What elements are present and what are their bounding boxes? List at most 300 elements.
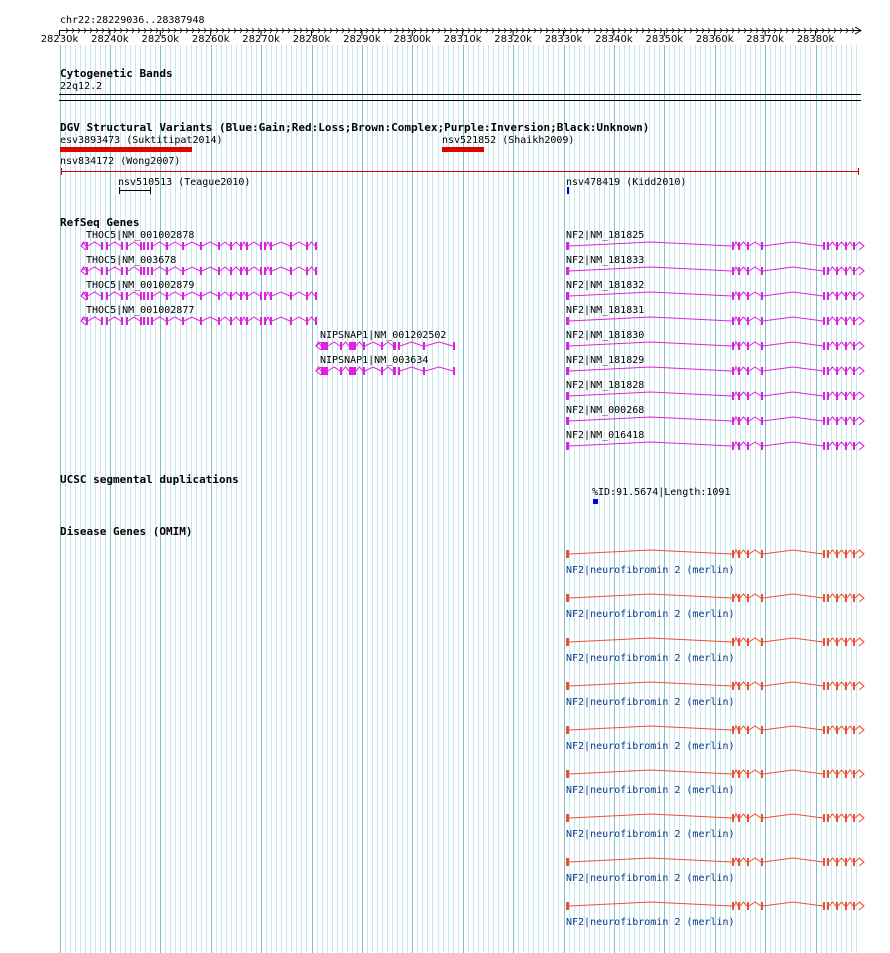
gene-exon xyxy=(732,902,734,910)
gene-exon xyxy=(836,417,838,425)
omim-gene-label[interactable]: NF2|neurofibromin 2 (merlin) xyxy=(566,741,735,752)
ruler-tick-label: 28350k xyxy=(645,34,684,45)
omim-title: Disease Genes (OMIM) xyxy=(60,525,193,538)
gene-exon xyxy=(240,292,242,300)
omim-gene-label[interactable]: NF2|neurofibromin 2 (merlin) xyxy=(566,829,735,840)
gene-exon xyxy=(290,267,292,275)
gene-intron xyxy=(569,682,864,686)
gene-exon xyxy=(453,342,455,350)
gene-exon xyxy=(738,342,740,350)
gene-exon xyxy=(836,342,838,350)
gene-exon xyxy=(853,726,855,734)
gene-intron xyxy=(569,267,864,271)
gene-exon xyxy=(147,292,149,300)
gene-exon xyxy=(732,367,734,375)
gene-exon xyxy=(853,594,855,602)
gene-exon xyxy=(747,726,749,734)
omim-gene-label[interactable]: NF2|neurofibromin 2 (merlin) xyxy=(566,785,735,796)
dgv-variant-label[interactable]: nsv478419 (Kidd2010) xyxy=(566,177,687,188)
gene-exon xyxy=(823,770,825,778)
gene-exon xyxy=(827,594,829,602)
gene-exon xyxy=(845,442,847,450)
gene-exon xyxy=(853,550,855,558)
gene-exon xyxy=(264,242,266,250)
gene-exon xyxy=(761,770,763,778)
gene-exon xyxy=(836,638,838,646)
omim-gene-label[interactable]: NF2|neurofibromin 2 (merlin) xyxy=(566,653,735,664)
gene-exon xyxy=(182,292,184,300)
gene-exon xyxy=(836,292,838,300)
gene-exon xyxy=(340,342,342,350)
gene-exon xyxy=(126,292,128,300)
gene-exon xyxy=(738,682,740,690)
gene-exon xyxy=(827,770,829,778)
gene-exon xyxy=(151,267,153,275)
gene-exon xyxy=(853,638,855,646)
gene-exon xyxy=(143,317,145,325)
gene-exon xyxy=(823,242,825,250)
gene-exon xyxy=(853,342,855,350)
ruler-tick-label: 28240k xyxy=(91,34,129,45)
gene-exon xyxy=(761,814,763,822)
gene-exon xyxy=(823,292,825,300)
gene-exon xyxy=(823,267,825,275)
gene-exon xyxy=(566,367,569,375)
gene-exon xyxy=(738,292,740,300)
gene-exon xyxy=(566,858,569,866)
gene-exon xyxy=(321,367,328,375)
gene-exon xyxy=(732,858,734,866)
gene-exon xyxy=(86,267,88,275)
gene-exon xyxy=(566,317,569,325)
gene-exon xyxy=(853,417,855,425)
ruler-tick-label: 28340k xyxy=(595,34,633,45)
gene-strand-arrow xyxy=(316,342,321,350)
gene-exon xyxy=(349,367,356,375)
gene-exon xyxy=(747,858,749,866)
dgv-variant-bar xyxy=(60,147,192,152)
gene-exon xyxy=(761,442,763,450)
refseq-gene-label[interactable]: NF2|NM_000268 xyxy=(566,405,645,416)
gene-exon xyxy=(845,638,847,646)
gene-exon xyxy=(306,317,308,325)
gene-exon xyxy=(306,267,308,275)
region-label: chr22:28229036..28387948 xyxy=(60,15,205,26)
gene-exon xyxy=(845,814,847,822)
gene-intron xyxy=(569,392,864,396)
gene-exon xyxy=(827,417,829,425)
gene-exon xyxy=(140,292,142,300)
gene-exon xyxy=(151,292,153,300)
gene-exon xyxy=(836,726,838,734)
gene-exon xyxy=(827,292,829,300)
gene-exon xyxy=(566,550,569,558)
gene-exon xyxy=(738,858,740,866)
gene-exon xyxy=(761,902,763,910)
gene-exon xyxy=(827,317,829,325)
gene-exon xyxy=(106,317,108,325)
segdup-track xyxy=(593,499,598,504)
gene-exon xyxy=(761,342,763,350)
gene-exon xyxy=(827,242,829,250)
gene-exon xyxy=(823,638,825,646)
gene-exon xyxy=(246,317,248,325)
gene-exon xyxy=(836,442,838,450)
gene-exon xyxy=(566,814,569,822)
refseq-gene-label[interactable]: NF2|NM_181825 xyxy=(566,230,645,241)
gene-exon xyxy=(732,342,734,350)
gene-exon xyxy=(853,770,855,778)
gene-exon xyxy=(182,267,184,275)
gene-exon xyxy=(761,292,763,300)
gene-exon xyxy=(747,267,749,275)
gene-exon xyxy=(121,242,123,250)
refseq-gene-label[interactable]: THOC5|NM_001002879 xyxy=(86,280,195,291)
gene-exon xyxy=(747,292,749,300)
gene-exon xyxy=(182,317,184,325)
dgv-variant-label[interactable]: nsv510513 (Teague2010) xyxy=(118,177,251,188)
gene-exon xyxy=(453,367,455,375)
refseq-gene-label[interactable]: NF2|NM_016418 xyxy=(566,430,645,441)
gene-intron xyxy=(569,726,864,730)
gene-exon xyxy=(230,292,232,300)
gene-exon xyxy=(823,367,825,375)
refseq-gene-label[interactable]: NIPSNAP1|NM_003634 xyxy=(320,355,429,366)
ruler-tick-label: 28360k xyxy=(695,34,734,45)
dgv-variant-bar xyxy=(442,147,484,152)
gene-exon xyxy=(823,682,825,690)
gene-exon xyxy=(264,317,266,325)
gene-exon xyxy=(761,858,763,866)
gene-exon xyxy=(363,342,365,350)
gene-exon xyxy=(732,242,734,250)
gene-exon xyxy=(853,267,855,275)
gene-exon xyxy=(738,594,740,602)
segdup-title: UCSC segmental duplications xyxy=(60,473,239,486)
gene-exon xyxy=(845,342,847,350)
segdup-label[interactable]: %ID:91.5674|Length:1091 xyxy=(592,487,731,498)
gene-exon xyxy=(143,292,145,300)
gene-exon xyxy=(853,292,855,300)
gene-exon xyxy=(340,367,342,375)
gene-exon xyxy=(166,242,168,250)
gene-exon xyxy=(823,814,825,822)
gene-intron xyxy=(569,902,864,906)
gene-exon xyxy=(200,242,202,250)
gene-exon xyxy=(126,242,128,250)
refseq-gene-label[interactable]: THOC5|NM_003678 xyxy=(86,255,177,266)
gene-exon xyxy=(732,594,734,602)
gene-exon xyxy=(845,417,847,425)
omim-gene-label[interactable]: NF2|neurofibromin 2 (merlin) xyxy=(566,609,735,620)
gene-intron xyxy=(569,770,864,774)
gene-exon xyxy=(321,342,328,350)
gene-exon xyxy=(823,317,825,325)
gene-exon xyxy=(566,594,569,602)
gene-exon xyxy=(315,317,317,325)
gene-exon xyxy=(853,392,855,400)
gene-exon xyxy=(836,814,838,822)
gene-exon xyxy=(732,682,734,690)
gene-exon xyxy=(845,902,847,910)
gene-exon xyxy=(738,242,740,250)
ruler-tick-label: 28310k xyxy=(443,34,482,45)
gene-exon xyxy=(836,858,838,866)
dgv-variant-label[interactable]: esv3893473 (Suktitipat2014) xyxy=(60,135,223,146)
gene-exon xyxy=(827,638,829,646)
gene-exon xyxy=(738,442,740,450)
gene-exon xyxy=(761,726,763,734)
gene-exon xyxy=(827,902,829,910)
gene-exon xyxy=(246,242,248,250)
gene-exon xyxy=(747,638,749,646)
ruler-tick-label: 28250k xyxy=(141,34,180,45)
gene-exon xyxy=(845,682,847,690)
ruler-tick-label: 28370k xyxy=(746,34,784,45)
refseq-gene-label[interactable]: NF2|NM_181831 xyxy=(566,305,645,316)
dgv-variant-bar xyxy=(567,187,569,194)
gene-exon xyxy=(761,638,763,646)
gene-exon xyxy=(747,317,749,325)
gene-exon xyxy=(121,267,123,275)
gene-exon xyxy=(823,392,825,400)
gene-exon xyxy=(290,292,292,300)
gene-exon xyxy=(140,317,142,325)
gene-exon xyxy=(260,242,262,250)
gene-exon xyxy=(747,770,749,778)
gene-intron xyxy=(569,242,864,246)
gene-exon xyxy=(306,292,308,300)
gene-exon xyxy=(823,726,825,734)
gene-intron xyxy=(569,317,864,321)
gene-exon xyxy=(315,242,317,250)
gene-exon xyxy=(121,292,123,300)
gene-exon xyxy=(315,292,317,300)
gene-exon xyxy=(853,682,855,690)
gene-exon xyxy=(732,317,734,325)
gene-exon xyxy=(732,638,734,646)
gene-exon xyxy=(566,638,569,646)
gene-exon xyxy=(827,858,829,866)
gene-exon xyxy=(566,902,569,910)
gene-intron xyxy=(569,367,864,371)
gene-exon xyxy=(836,902,838,910)
gene-exon xyxy=(827,682,829,690)
gene-exon xyxy=(166,267,168,275)
gene-exon xyxy=(140,242,142,250)
refseq-gene-label[interactable]: NIPSNAP1|NM_001202502 xyxy=(320,330,447,341)
gene-exon xyxy=(845,594,847,602)
gene-exon xyxy=(240,242,242,250)
gene-exon xyxy=(747,902,749,910)
gene-exon xyxy=(845,242,847,250)
gene-exon xyxy=(200,317,202,325)
gene-exon xyxy=(747,594,749,602)
gene-exon xyxy=(747,442,749,450)
gene-intron xyxy=(569,442,864,446)
gene-exon xyxy=(381,342,383,350)
gene-exon xyxy=(182,242,184,250)
gene-exon xyxy=(566,770,569,778)
gene-exon xyxy=(566,292,569,300)
gene-exon xyxy=(264,292,266,300)
gene-exon xyxy=(270,292,272,300)
cytoband-band-label[interactable]: 22q12.2 xyxy=(60,81,103,92)
omim-gene-label[interactable]: NF2|neurofibromin 2 (merlin) xyxy=(566,917,735,928)
gene-exon xyxy=(738,267,740,275)
gene-exon xyxy=(738,550,740,558)
gene-exon xyxy=(761,242,763,250)
gene-exon xyxy=(126,317,128,325)
ruler-tick-label: 28270k xyxy=(242,34,280,45)
gene-exon xyxy=(853,902,855,910)
gene-exon xyxy=(853,858,855,866)
omim-gene-label[interactable]: NF2|neurofibromin 2 (merlin) xyxy=(566,873,735,884)
gene-exon xyxy=(381,367,383,375)
gene-exon xyxy=(270,267,272,275)
gene-exon xyxy=(853,442,855,450)
gene-exon xyxy=(845,367,847,375)
gene-exon xyxy=(827,267,829,275)
refseq-gene-label[interactable]: NF2|NM_181829 xyxy=(566,355,645,366)
gene-exon xyxy=(827,392,829,400)
gene-exon xyxy=(101,317,103,325)
gene-exon xyxy=(166,292,168,300)
gene-exon xyxy=(827,342,829,350)
dgv-title: DGV Structural Variants (Blue:Gain;Red:Loss;Brown:Complex;Purple:Inversion;Black:Unknown) xyxy=(60,121,650,134)
cytoband-title: Cytogenetic Bands xyxy=(60,67,173,80)
gene-exon xyxy=(836,770,838,778)
gene-intron xyxy=(81,292,315,296)
gene-exon xyxy=(836,594,838,602)
gene-exon xyxy=(747,682,749,690)
gene-exon xyxy=(143,267,145,275)
gene-exon xyxy=(147,242,149,250)
gene-exon xyxy=(738,638,740,646)
ruler-tick-label: 28320k xyxy=(494,34,532,45)
gene-intron xyxy=(81,267,315,271)
gene-exon xyxy=(151,317,153,325)
gene-exon xyxy=(827,550,829,558)
gene-exon xyxy=(836,317,838,325)
gene-exon xyxy=(747,550,749,558)
ruler-tick-label: 28290k xyxy=(343,34,381,45)
refseq-gene-label[interactable]: NF2|NM_181830 xyxy=(566,330,645,341)
gene-exon xyxy=(240,317,242,325)
gene-exon xyxy=(761,594,763,602)
refseq-gene-label[interactable]: NF2|NM_181828 xyxy=(566,380,645,391)
gene-exon xyxy=(761,682,763,690)
refseq-gene-label[interactable]: NF2|NM_181833 xyxy=(566,255,645,266)
omim-gene-label[interactable]: NF2|neurofibromin 2 (merlin) xyxy=(566,697,735,708)
gene-exon xyxy=(147,317,149,325)
gene-intron xyxy=(569,594,864,598)
gene-exon xyxy=(845,267,847,275)
gene-exon xyxy=(86,242,88,250)
gene-intron xyxy=(569,417,864,421)
gene-exon xyxy=(566,267,569,275)
gene-exon xyxy=(240,267,242,275)
gene-exon xyxy=(246,267,248,275)
gene-exon xyxy=(761,367,763,375)
omim-gene-label[interactable]: NF2|neurofibromin 2 (merlin) xyxy=(566,565,735,576)
gene-exon xyxy=(738,367,740,375)
gene-exon xyxy=(398,342,400,350)
gene-exon xyxy=(761,267,763,275)
gene-exon xyxy=(86,317,88,325)
gene-exon xyxy=(732,550,734,558)
gene-exon xyxy=(823,902,825,910)
gene-exon xyxy=(106,267,108,275)
gene-exon xyxy=(143,242,145,250)
gene-exon xyxy=(166,317,168,325)
gene-exon xyxy=(823,417,825,425)
gene-exon xyxy=(349,342,356,350)
gene-exon xyxy=(290,242,292,250)
gene-exon xyxy=(230,317,232,325)
gene-exon xyxy=(761,317,763,325)
gene-exon xyxy=(836,367,838,375)
gene-exon xyxy=(845,550,847,558)
gene-exon xyxy=(853,242,855,250)
gene-exon xyxy=(836,242,838,250)
gene-exon xyxy=(823,442,825,450)
gene-exon xyxy=(393,367,396,375)
gene-exon xyxy=(823,342,825,350)
gene-exon xyxy=(566,726,569,734)
gene-exon xyxy=(230,242,232,250)
gene-exon xyxy=(218,292,220,300)
gene-exon xyxy=(747,392,749,400)
gene-exon xyxy=(761,550,763,558)
gene-exon xyxy=(761,417,763,425)
gene-exon xyxy=(106,242,108,250)
gene-exon xyxy=(738,814,740,822)
gene-exon xyxy=(732,417,734,425)
ruler-tick-label: 28380k xyxy=(796,34,835,45)
gene-exon xyxy=(845,317,847,325)
gene-exon xyxy=(738,392,740,400)
gene-exon xyxy=(747,417,749,425)
gene-exon xyxy=(264,267,266,275)
gene-exon xyxy=(423,367,425,375)
gene-exon xyxy=(845,858,847,866)
gene-exon xyxy=(290,317,292,325)
gene-exon xyxy=(121,317,123,325)
gene-exon xyxy=(845,392,847,400)
gene-exon xyxy=(218,267,220,275)
dgv-variant-label[interactable]: nsv834172 (Wong2007) xyxy=(60,156,181,167)
gene-exon xyxy=(747,342,749,350)
gene-exon xyxy=(393,342,396,350)
gene-intron xyxy=(81,242,315,246)
gene-exon xyxy=(845,292,847,300)
gene-exon xyxy=(126,267,128,275)
gene-exon xyxy=(200,267,202,275)
gene-exon xyxy=(260,267,262,275)
gene-exon xyxy=(747,367,749,375)
gene-intron xyxy=(569,814,864,818)
refseq-gene-label[interactable]: THOC5|NM_001002877 xyxy=(86,305,195,316)
refseq-gene-label[interactable]: NF2|NM_181832 xyxy=(566,280,645,291)
dgv-variant-label[interactable]: nsv521852 (Shaikh2009) xyxy=(442,135,575,146)
gene-exon xyxy=(140,267,142,275)
gene-exon xyxy=(398,367,400,375)
gene-exon xyxy=(566,392,569,400)
gene-exon xyxy=(738,726,740,734)
ruler-tick-label: 28300k xyxy=(393,34,432,45)
refseq-gene-label[interactable]: THOC5|NM_001002878 xyxy=(86,230,195,241)
